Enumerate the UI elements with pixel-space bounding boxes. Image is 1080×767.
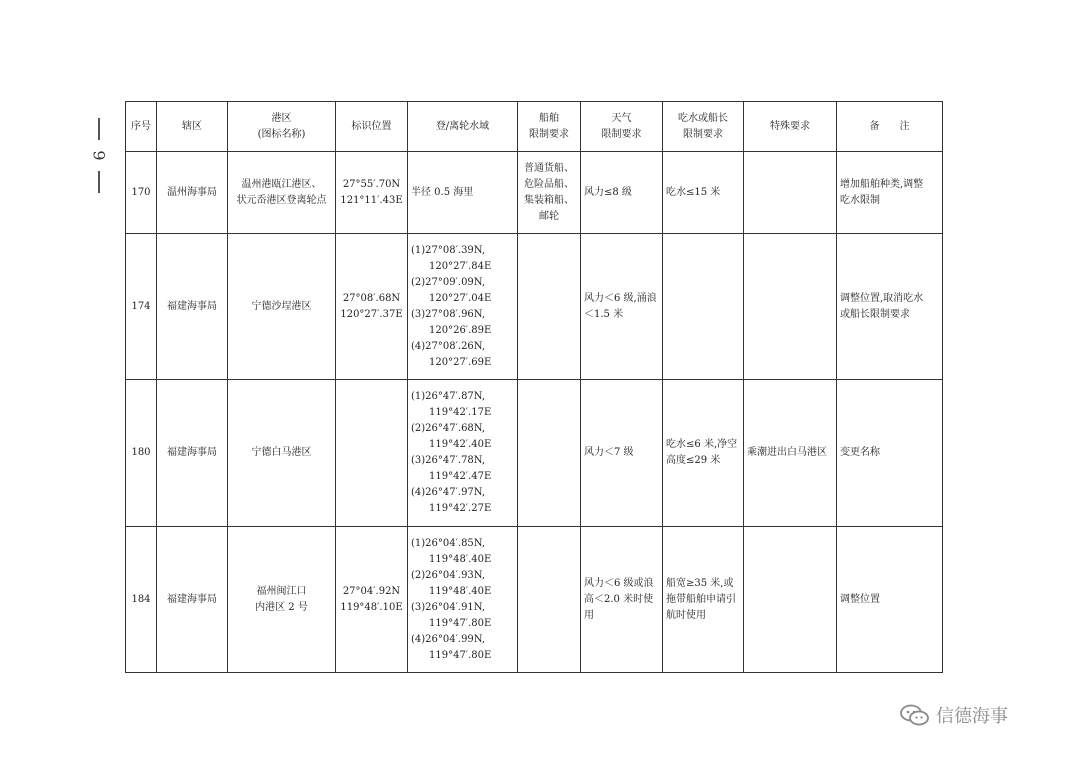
port-area-line: 宁德白马港区 [251,447,312,458]
cell-draft [663,234,744,380]
header-port-area-label: 港区 [271,112,292,124]
cell-special: 乘潮进出白马港区 [744,380,837,527]
header-marker-position: 标识位置 [336,102,408,152]
vessel-limit-line: 邮轮 [539,210,559,222]
marker-lat: 27°08′.68N [342,292,401,304]
header-draft [663,102,744,152]
header-bureau: 辖区 [157,102,228,152]
marker-lon: 120°27′.37E [340,308,403,320]
cell-vessel-limit [518,152,581,234]
page-number-value: 9 [89,150,109,161]
water-area-line: 119°48′.40E [429,553,492,565]
cell-special [744,234,837,380]
header-seq: 序号 [126,102,157,152]
table-row [126,527,943,673]
cell-remarks [837,380,943,527]
marker-lon: 121°11′.43E [340,194,403,206]
water-area-line: (1)26°47′.87N, [411,391,486,402]
water-area-line: 119°42′.17E [429,407,492,418]
cell-remarks [837,152,943,234]
vessel-limit-line: 集装箱船、 [524,194,574,206]
page-number [88,112,110,199]
table-row [126,380,943,527]
cell-seq: 174 [126,234,157,380]
cell-water-area [408,234,518,380]
marker-lat: 27°55′.70N [342,178,401,190]
cell-vessel-limit [518,380,581,527]
cell-port-area [228,152,336,234]
water-area-line: 119°47′.80E [429,617,492,629]
water-area-line: (3)27°08′.96N, [411,308,486,320]
remarks-line: 增加船舶种类,调整 [840,178,924,190]
cell-weather: 风力＜6 级或浪高＜2.0 米时使用 [581,527,663,673]
cell-port-area [228,380,336,527]
remarks-line: 调整位置,取消吃水 [840,292,924,304]
page-number-dash-bottom [98,171,100,193]
page-number-dash-top [98,118,100,140]
header-draft-line1: 吃水或船长 [678,112,728,124]
cell-special [744,527,837,673]
cell-water-area [408,380,518,527]
cell-vessel-limit [518,527,581,673]
cell-seq: 170 [126,152,157,234]
water-area-line: 119°42′.40E [429,439,492,450]
remarks-line: 吃水限制 [840,194,880,206]
cell-bureau: 福建海事局 [157,380,228,527]
remarks-line: 或船长限制要求 [840,308,910,320]
port-area-line: 温州港瓯江港区、 [241,178,322,190]
cell-remarks [837,527,943,673]
water-area-line: (1)26°04′.85N, [411,537,486,549]
water-area-line: 120°27′.69E [429,356,492,368]
port-area-line: 福州闽江口 [256,585,307,597]
cell-weather: 风力≤8 级 [581,152,663,234]
watermark-text: 信德海事 [936,706,1008,727]
marker-lon: 119°48′.10E [340,601,403,613]
water-area-line: (3)26°47′.78N, [411,455,486,466]
header-weather [581,102,663,152]
table-row [126,234,943,380]
pilot-boarding-table [125,101,943,673]
header-boarding-area: 登/离轮水域 [408,102,518,152]
header-weather-line2: 限制要求 [601,128,642,140]
cell-remarks [837,234,943,380]
header-vessel-limit [518,102,581,152]
water-area-line: (4)27°08′.26N, [411,340,486,352]
water-area-line: (1)27°08′.39N, [411,244,486,256]
water-area-line: (4)26°47′.97N, [411,487,486,498]
cell-seq: 184 [126,527,157,673]
cell-bureau: 福建海事局 [157,234,228,380]
remarks-line: 变更名称 [840,447,880,458]
water-area-line: 119°42′.47E [429,471,492,482]
water-area-line: (3)26°04′.91N, [411,601,486,613]
header-port-area-sub: (图标名称) [257,128,306,140]
port-area-line: 内港区 2 号 [255,601,308,613]
cell-bureau: 温州海事局 [157,152,228,234]
cell-draft: 吃水≤6 米,净空高度≤29 米 [663,380,744,527]
cell-vessel-limit [518,234,581,380]
cell-weather: 风力＜7 级 [581,380,663,527]
water-area-line: (2)26°47′.68N, [411,423,486,434]
cell-marker [336,152,408,234]
remarks-line: 调整位置 [840,593,880,605]
marker-lat: 27°04′.92N [342,585,401,597]
header-port-area [228,102,336,152]
water-area-line: 119°47′.80E [429,649,492,661]
water-area-line: (2)26°04′.93N, [411,569,486,581]
header-special: 特殊要求 [744,102,837,152]
water-area-line: (4)26°04′.99N, [411,633,486,645]
vessel-limit-line: 危险品船、 [524,178,574,190]
header-draft-line2: 限制要求 [683,128,723,140]
watermark [900,702,1008,728]
cell-bureau: 福建海事局 [157,527,228,673]
vessel-limit-line: 普通货船、 [524,162,574,174]
port-area-line: 宁德沙埕港区 [251,300,312,312]
cell-special [744,152,837,234]
cell-seq: 180 [126,380,157,527]
cell-marker [336,380,408,527]
cell-water-area [408,152,518,234]
table-row [126,152,943,234]
cell-marker [336,234,408,380]
port-area-line: 状元岙港区登离轮点 [236,194,327,206]
cell-port-area [228,527,336,673]
cell-water-area [408,527,518,673]
water-area-line: 半径 0.5 海里 [411,186,474,198]
water-area-line: 120°27′.04E [429,292,492,304]
water-area-line: (2)27°09′.09N, [411,276,486,288]
table-header-row [126,102,943,152]
cell-marker [336,527,408,673]
wechat-icon [900,704,930,726]
header-vessel-limit-line2: 限制要求 [529,128,569,140]
header-vessel-limit-line1: 船舶 [539,112,559,124]
header-remarks: 备 注 [837,102,943,152]
cell-port-area [228,234,336,380]
header-weather-line1: 天气 [611,112,632,124]
cell-draft: 吃水≤15 米 [663,152,744,234]
water-area-line: 119°48′.40E [429,585,492,597]
cell-draft: 船宽≥35 米,或拖带船舶申请引航时使用 [663,527,744,673]
water-area-line: 120°26′.89E [429,324,492,336]
water-area-line: 120°27′.84E [429,260,492,272]
water-area-line: 119°42′.27E [429,503,492,514]
cell-weather: 风力＜6 级,涌浪＜1.5 米 [581,234,663,380]
